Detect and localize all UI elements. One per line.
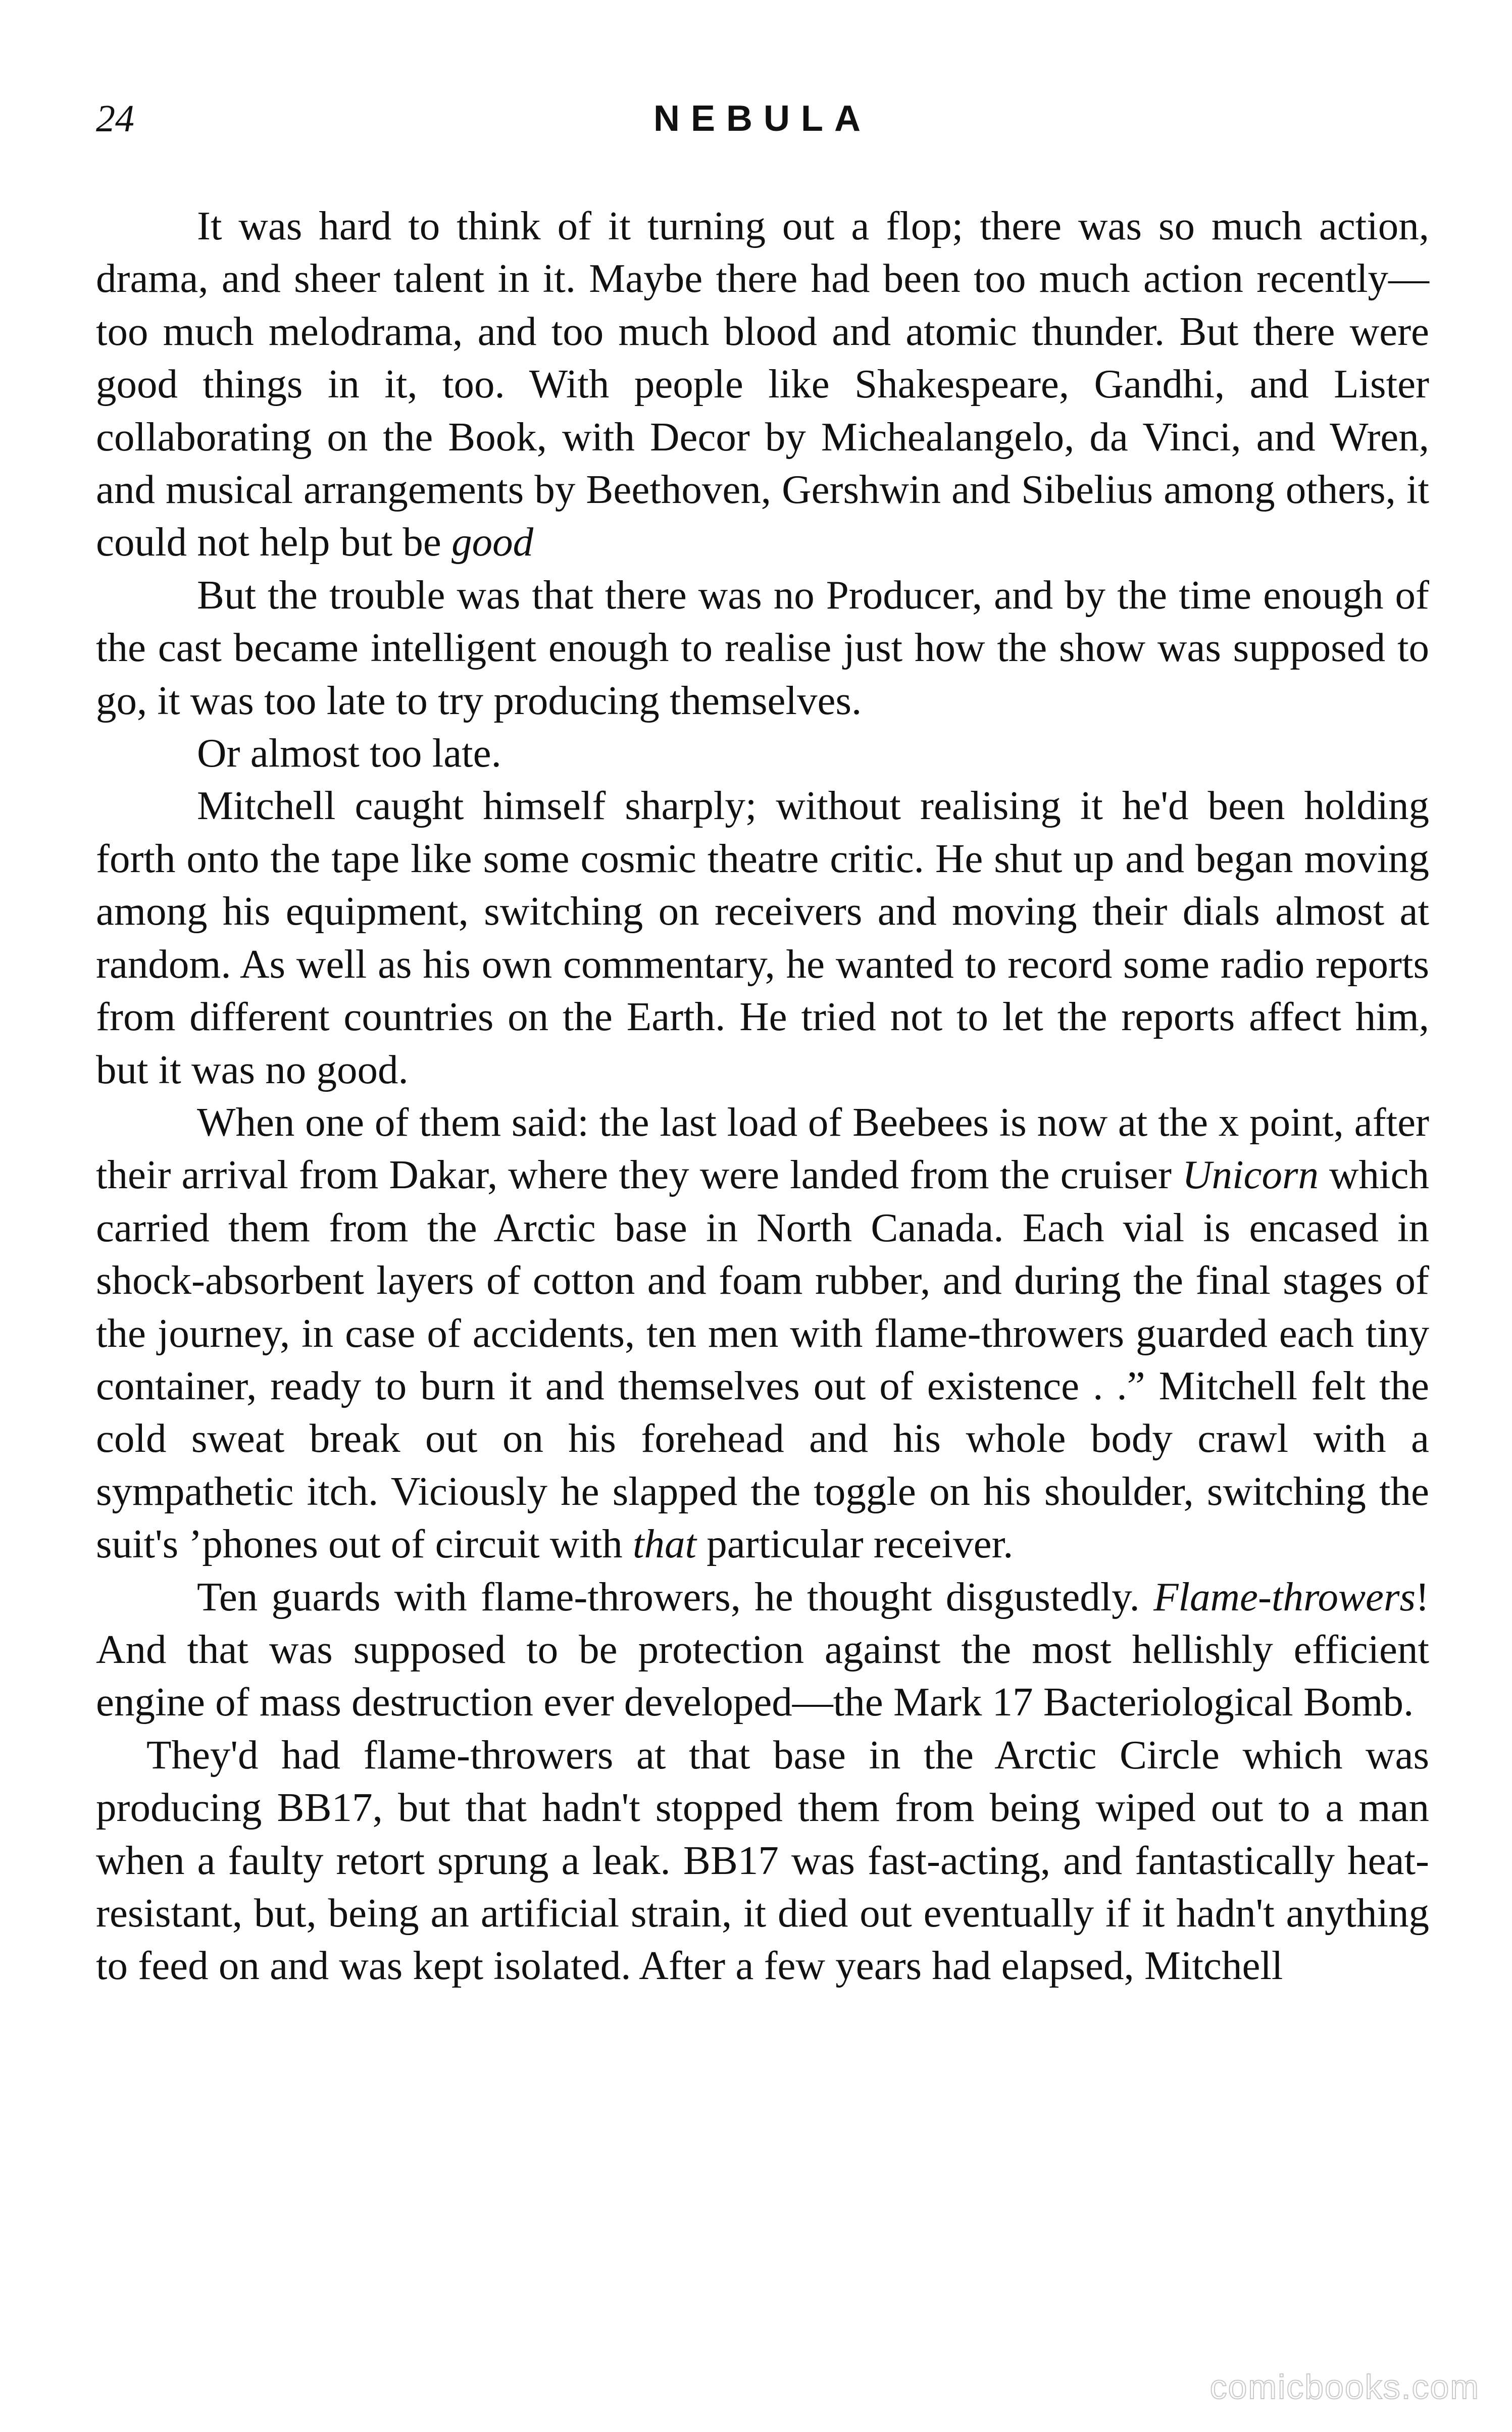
- text-run: particular receiver.: [696, 1521, 1014, 1567]
- italic-text: that: [632, 1521, 696, 1567]
- paragraph: [96, 1570, 1429, 1729]
- paragraph: [96, 1096, 1429, 1570]
- paragraph: [96, 779, 1429, 1095]
- italic-text: good: [451, 519, 534, 565]
- text-run: When one of them said: the last load of Beebees is now at the x point, after their arrival from Dakar, where they were landed from the cruiser: [96, 1099, 1429, 1198]
- text-run: Ten guards with flame-throwers, he thought disgustedly.: [197, 1574, 1154, 1619]
- italic-text: Flame-throwers: [1153, 1574, 1416, 1619]
- text-run: Mitchell caught himself sharply; without realising it he'd been holding forth onto the tape like some cosmic theatre critic. He shut up and began moving among his equipment, switching on receivers and moving their dials almost at random. As well as his own commentary, he wanted to record some radio reports from different countries on the Earth. He tried not to let the reports affect him, but it was no good.: [96, 783, 1429, 1092]
- text-run: It was hard to think of it turning out a flop; there was so much action, drama, and sheer talent in it. Maybe there had been too much action recently—too much melodrama, and too much blood and atomic thunder. But there were good things in it, too. With people like Shakespeare, Gandhi, and Lister collaborating on the Book, with Decor by Michealangelo, da Vinci, and Wren, and musical arrangements by Beethoven, Gershwin and Sibelius among others, it could not help but be: [96, 203, 1429, 565]
- paragraph: [96, 569, 1429, 727]
- text-run: which carried them from the Arctic base in North Canada. Each vial is encased in shock-absorbent layers of cotton and foam rubber, and during the final stages of the journey, in case of accidents, ten men with flame-throwers guarded each tiny container, ready to burn it and themselves out of existence . .” Mitchell felt the cold sweat break out on his forehead and his whole body crawl with a sympathetic itch. Viciously he slapped the toggle on his shoulder, switching the suit's ’phones out of circuit with: [96, 1152, 1429, 1567]
- text-run: But the trouble was that there was no Producer, and by the time enough of the cast became intelligent enough to realise just how the show was supposed to go, it was too late to try producing themselves.: [96, 572, 1429, 723]
- watermark: comicbooks.com: [1209, 2368, 1480, 2406]
- page-number: 24: [96, 97, 134, 140]
- paragraph: [96, 727, 1429, 779]
- text-run: They'd had flame-throwers at that base in the Arctic Circle which was producing BB17, but that hadn't stopped them from being wiped out to a man when a faulty retort sprung a leak. BB17 was fast-acting, and fantastically heat-resistant, but, being an artificial strain, it died out eventually if it hadn't anything to feed on and was kept isolated. After a few years had elapsed, Mitchell: [96, 1732, 1429, 1989]
- paragraph: [96, 199, 1429, 569]
- page-header: [96, 91, 1429, 146]
- text-run: ! And that was supposed to be protection against the most hellishly efficient engine of mass destruction ever developed—the Mark 17 Bacteriological Bomb.: [96, 1574, 1429, 1725]
- body-text: [96, 199, 1429, 1992]
- italic-text: Unicorn: [1182, 1152, 1319, 1198]
- text-run: Or almost too late.: [197, 730, 501, 776]
- running-title: NEBULA: [653, 98, 872, 139]
- paragraph: [96, 1729, 1429, 1992]
